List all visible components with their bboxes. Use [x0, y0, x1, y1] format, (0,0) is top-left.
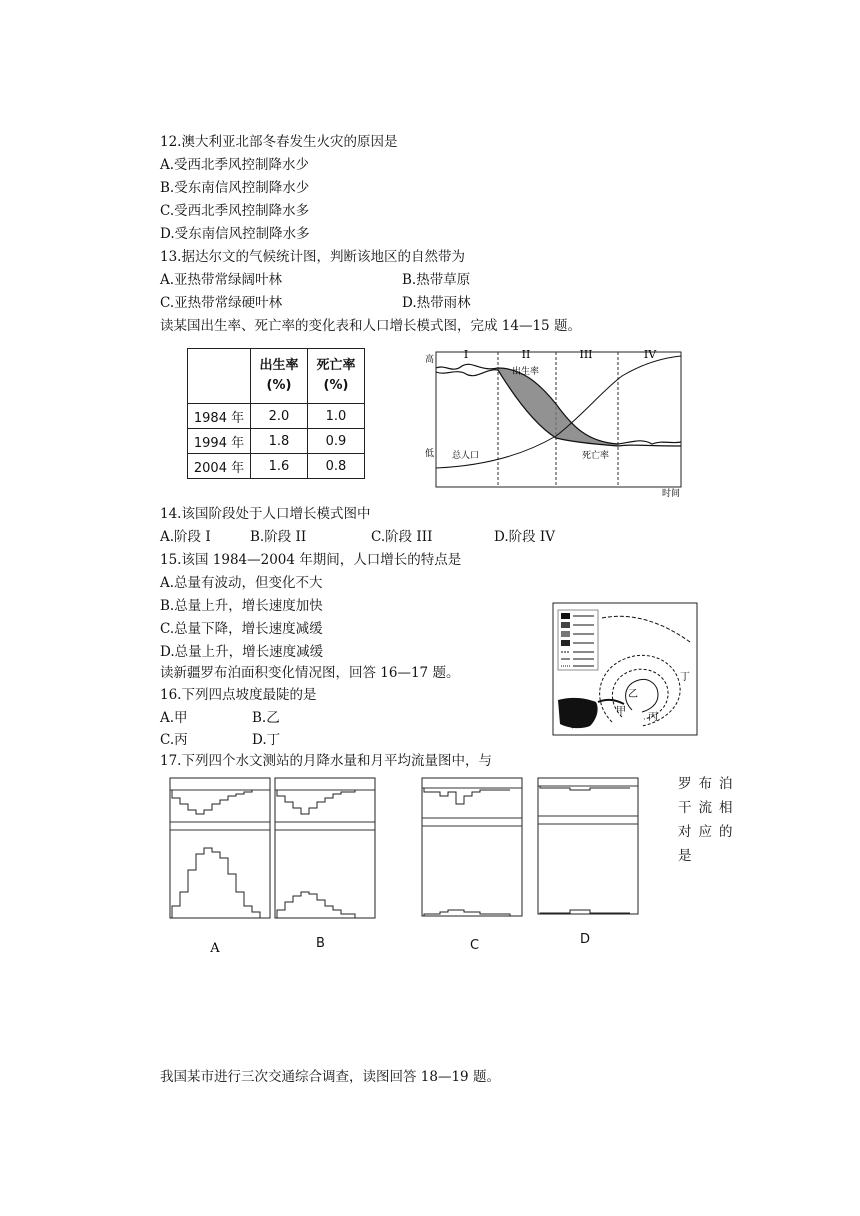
death-rate-label: 死亡率	[582, 451, 610, 461]
place-ding: 丁	[680, 672, 690, 683]
q13-option-d: D.热带雨林	[402, 295, 471, 311]
q15-stem: 15.该国 1984—2004 年期间，人口增长的特点是	[160, 552, 462, 568]
intro-18-19: 我国某市进行三次交通综合调查，读图回答 18—19 题。	[160, 1069, 500, 1085]
q17-stem: 17.下列四个水文测站的月降水量和月平均流量图中，与	[160, 753, 492, 769]
q15-option-a: A.总量有波动，但变化不大	[160, 575, 323, 591]
stage-3-label: III	[579, 348, 593, 361]
q12-option-c: C.受西北季风控制降水多	[160, 203, 310, 219]
place-yi: 乙	[628, 689, 638, 700]
chart-label-c: C	[470, 938, 480, 953]
q17-tail-1: 罗布泊	[678, 776, 740, 792]
table-row: 2004 年 1.6 0.8	[188, 454, 365, 479]
table-header-birth: 出生率 (%)	[251, 349, 308, 404]
low-label: 低	[425, 449, 435, 459]
q17-tail-3: 对应的	[678, 824, 740, 840]
q14-option-a: A.阶段 I	[160, 529, 211, 545]
q17-tail-2: 干流相	[678, 800, 740, 816]
q17-tail-4: 是	[678, 848, 699, 864]
table-row: 1984 年 2.0 1.0	[188, 404, 365, 429]
high-label: 高	[425, 355, 435, 365]
q14-option-b: B.阶段 II	[250, 529, 307, 545]
q16-option-b: B.乙	[252, 710, 280, 726]
hydro-chart-d	[530, 774, 660, 920]
stage-1-label: I	[463, 348, 469, 361]
q13-option-a: A.亚热带常绿阔叶林	[160, 272, 283, 288]
q13-option-c: C.亚热带常绿硬叶林	[160, 295, 283, 311]
rate-table	[187, 348, 365, 479]
q16-stem: 16.下列四点坡度最陡的是	[160, 687, 317, 703]
table-header-death: 死亡率 (%)	[308, 349, 365, 404]
q13-option-b: B.热带草原	[402, 272, 471, 288]
stage-2-label: II	[521, 348, 531, 361]
q14-option-d: D.阶段 IV	[494, 529, 556, 545]
q13-stem: 13.据达尔文的气候统计图，判断该地区的自然带为	[160, 249, 465, 265]
chart-label-a: A	[210, 941, 220, 956]
q12-option-a: A.受西北季风控制降水少	[160, 157, 310, 173]
hydro-chart-b	[265, 774, 395, 930]
stage-4-label: IV	[643, 348, 657, 361]
q14-option-c: C.阶段 III	[371, 529, 433, 545]
place-jia: 甲	[616, 706, 626, 717]
q12-option-d: D.受东南信风控制降水多	[160, 226, 310, 242]
chart-label-d: D	[580, 932, 591, 947]
q15-option-b: B.总量上升，增长速度加快	[160, 598, 323, 614]
hydro-chart-a	[140, 774, 280, 956]
birth-rate-label: 出生率	[512, 367, 540, 377]
q12-stem: 12.澳大利亚北部冬春发生火灾的原因是	[160, 134, 398, 150]
q15-option-d: D.总量上升，增长速度减缓	[160, 644, 324, 660]
intro-14-15: 读某国出生率、死亡率的变化表和人口增长模式图，完成 14—15 题。	[160, 318, 581, 334]
q16-option-c: C.丙	[160, 732, 188, 748]
population-growth-model-figure	[422, 346, 684, 498]
hydro-chart-c	[400, 774, 530, 920]
q12-option-b: B.受东南信风控制降水少	[160, 180, 310, 196]
q14-stem: 14.该国阶段处于人口增长模式图中	[160, 506, 371, 522]
q15-option-c: C.总量下降，增长速度减缓	[160, 621, 323, 637]
total-pop-label: 总人口	[452, 451, 480, 461]
table-row: 1994 年 1.8 0.9	[188, 429, 365, 454]
table-header-blank	[188, 349, 251, 404]
chart-label-b: B	[316, 936, 325, 951]
place-bing: 丙	[648, 712, 658, 723]
q16-option-a: A.甲	[160, 710, 188, 726]
time-label: 时间	[662, 489, 681, 499]
q16-option-d: D.丁	[252, 732, 281, 748]
lop-nur-map-figure	[552, 602, 698, 746]
intro-16-17: 读新疆罗布泊面积变化情况图，回答 16—17 题。	[160, 665, 460, 681]
